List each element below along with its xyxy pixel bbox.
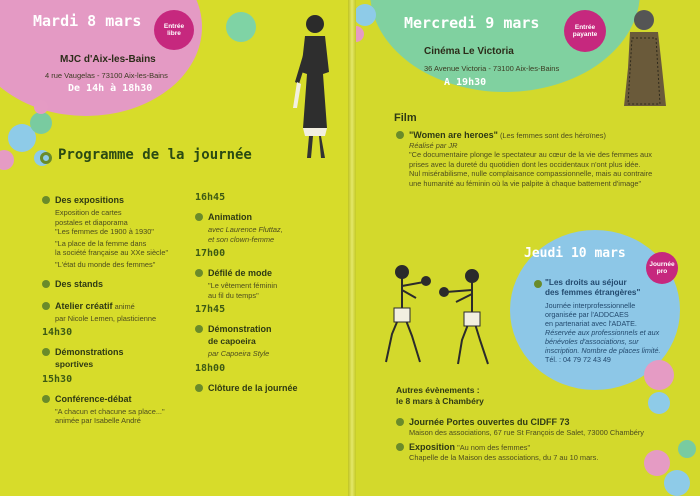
- programme-item: [42, 389, 192, 407]
- bullet-icon: [195, 269, 203, 277]
- event-hours: A 19h30: [444, 77, 487, 88]
- thursday-title: [545, 278, 674, 298]
- time-label: 14h30: [42, 327, 73, 339]
- entry-badge: Entrée libre: [154, 10, 194, 50]
- event-title: Exposition: [409, 442, 456, 453]
- programme-item: [195, 263, 345, 281]
- item-title: Animation: [208, 212, 252, 222]
- film-block: [396, 131, 696, 189]
- right-page: [352, 0, 700, 496]
- text-line: Journée interprofessionnelle: [545, 301, 636, 310]
- event-detail: Maison des associations, 67 rue St François de Salet, 73000 Chambéry: [409, 427, 644, 437]
- bullet-icon: [42, 280, 50, 288]
- bullet-icon: [396, 131, 404, 139]
- film-director: Réalisé par JR: [409, 140, 458, 150]
- time-label: 15h30: [42, 373, 73, 385]
- venue-address: 36 Avenue Victoria - 73100 Aix-les-Bains: [424, 64, 560, 73]
- text-line: Nul misérabilisme, nulle complaisance compassionnelle, mais au contraire: [409, 169, 653, 179]
- page-fold: [348, 0, 356, 496]
- programme-column-1: [42, 186, 192, 428]
- bullet-icon: [396, 418, 404, 426]
- event-detail: Chapelle de la Maison des associations, du 7 au 10 mars.: [409, 452, 599, 462]
- pink-dot: [34, 100, 48, 114]
- mint-dot: [226, 12, 256, 42]
- boxers-illustration: [380, 262, 510, 367]
- woman-illustration: [616, 8, 676, 108]
- text-line: de capoeira: [208, 336, 256, 347]
- programme-title: Programme de la journée: [58, 147, 252, 163]
- pink-dot: [0, 150, 14, 170]
- bullet-icon: [42, 196, 50, 204]
- thursday-phone: Tél. : 04 79 72 43 49: [545, 355, 611, 364]
- event-quote: "Au nom des femmes": [455, 443, 531, 453]
- text-line: "Ce documentaire plonge le spectateur au cœur de la vie des femmes aux: [409, 150, 652, 160]
- thursday-description: [545, 301, 674, 355]
- item-description: [208, 225, 345, 244]
- bullet-icon: [195, 325, 203, 333]
- text-line: "L'état du monde des femmes": [55, 259, 156, 269]
- item-title: Des expositions: [55, 195, 125, 205]
- programme-item: [42, 274, 192, 292]
- text-line: prises avec la dureté du quotidien dont les occidentaux n'ont plus idée.: [409, 159, 641, 169]
- text-line: "La place de la femme dans: [55, 238, 147, 248]
- venue-name: Cinéma Le Victoria: [424, 46, 514, 57]
- programme-item: [195, 207, 345, 225]
- text-line: "Les droits au séjour: [545, 278, 627, 287]
- thursday-date: Jeudi 10 mars: [524, 246, 626, 261]
- film-subtitle: (Les femmes sont des héroïnes): [497, 131, 606, 140]
- event-heading: [396, 443, 696, 453]
- text-line: Réservée aux professionnels et aux: [545, 328, 660, 337]
- text-line: "Les femmes de 1900 à 1930": [55, 227, 154, 237]
- programme-column-2: [195, 188, 345, 396]
- item-suffix: animé: [112, 301, 135, 311]
- other-events-list: [396, 418, 696, 468]
- event-date: Mercredi 9 mars: [404, 14, 540, 32]
- text-line: bénévoles d'associations, sur: [545, 337, 639, 346]
- item-title: Démonstration: [208, 324, 272, 335]
- venue-name: MJC d'Aix-les-Bains: [60, 54, 156, 65]
- text-line: organisée par l'ADDCAES: [545, 310, 629, 319]
- event-date: Mardi 8 mars: [33, 12, 142, 30]
- item-title: Démonstrations: [55, 347, 124, 358]
- programme-item: [195, 319, 345, 337]
- text-line: et son clown-femme: [208, 234, 275, 244]
- title-ring-icon: [40, 152, 52, 164]
- item-title: Conférence-débat: [55, 393, 132, 404]
- item-title: Atelier créatif: [55, 300, 113, 311]
- bullet-icon: [42, 395, 50, 403]
- item-title: Clôture de la journée: [208, 382, 298, 393]
- item-description: [208, 281, 345, 300]
- item-description: [55, 239, 192, 258]
- woman-illustration: [285, 12, 345, 162]
- text-line: postales et diaporama: [55, 217, 128, 227]
- venue-address: 4 rue Vaugelas - 73100 Aix-les-Bains: [45, 71, 168, 80]
- item-title: Des stands: [55, 278, 104, 289]
- text-line: par Nicole Lemen, plasticienne: [55, 313, 157, 323]
- text-line: une humanité au féminin où la vie palpite à chaque battement d'image": [409, 178, 642, 188]
- text-line: inscription. Nombre de places limité.: [545, 346, 661, 355]
- film-title: "Women are heroes": [409, 130, 498, 140]
- pink-dot: [644, 360, 674, 390]
- film-description: [409, 150, 696, 188]
- bullet-icon: [195, 213, 203, 221]
- blue-dot: [354, 4, 376, 26]
- other-events-title: Autres évènements : le 8 mars à Chambéry: [396, 385, 484, 406]
- text-line: des femmes étrangères": [545, 288, 641, 297]
- text-line: Exposition de cartes: [55, 208, 122, 217]
- bullet-icon: [42, 302, 50, 310]
- programme-item: [42, 342, 192, 360]
- event-hours: De 14h à 18h30: [68, 83, 153, 94]
- event-title: Journée Portes ouvertes du CIDFF 73: [409, 417, 570, 427]
- text-line: "Le vêtement féminin: [208, 281, 278, 291]
- item-description: [55, 314, 192, 324]
- time-label: 18h00: [195, 362, 226, 374]
- item-description: [208, 337, 345, 347]
- text-line: avec Laurence Fluttaz,: [208, 225, 283, 234]
- item-description: [55, 260, 192, 270]
- bullet-icon: [195, 384, 203, 392]
- text-line: sportives: [55, 359, 94, 370]
- programme-item: [42, 296, 192, 314]
- film-heading: Film: [394, 112, 417, 124]
- item-description: [55, 208, 192, 237]
- thursday-block: [534, 278, 674, 364]
- item-description: [55, 407, 192, 426]
- time-label: 17h45: [195, 304, 226, 316]
- mint-dot: [30, 112, 52, 134]
- programme-item: [195, 378, 345, 396]
- time-label: 17h00: [195, 248, 226, 260]
- text-line: en partenariat avec l'ADATE.: [545, 319, 637, 328]
- item-title: Défilé de mode: [208, 268, 273, 279]
- event-heading: [396, 418, 696, 428]
- text-line: par Capoeira Style: [208, 348, 270, 358]
- blue-dot: [664, 470, 690, 496]
- blue-dot: [648, 392, 670, 414]
- text-line: "A chacun et chacune sa place...": [55, 406, 165, 416]
- text-line: la société française au XXe siècle": [55, 248, 169, 258]
- text-line: animée par Isabelle André: [55, 416, 141, 426]
- event-item: [396, 418, 696, 437]
- bullet-icon: [42, 348, 50, 356]
- text-line: au fil du temps": [208, 290, 259, 300]
- item-description: [55, 360, 192, 370]
- programme-item: [42, 190, 192, 208]
- bullet-icon: [396, 443, 404, 451]
- time-label: 16h45: [195, 192, 226, 203]
- bullet-icon: [534, 280, 542, 288]
- item-description: [208, 349, 345, 359]
- entry-badge: Entrée payante: [564, 10, 606, 52]
- event-item: [396, 443, 696, 462]
- pro-badge: Journée pro: [646, 252, 678, 284]
